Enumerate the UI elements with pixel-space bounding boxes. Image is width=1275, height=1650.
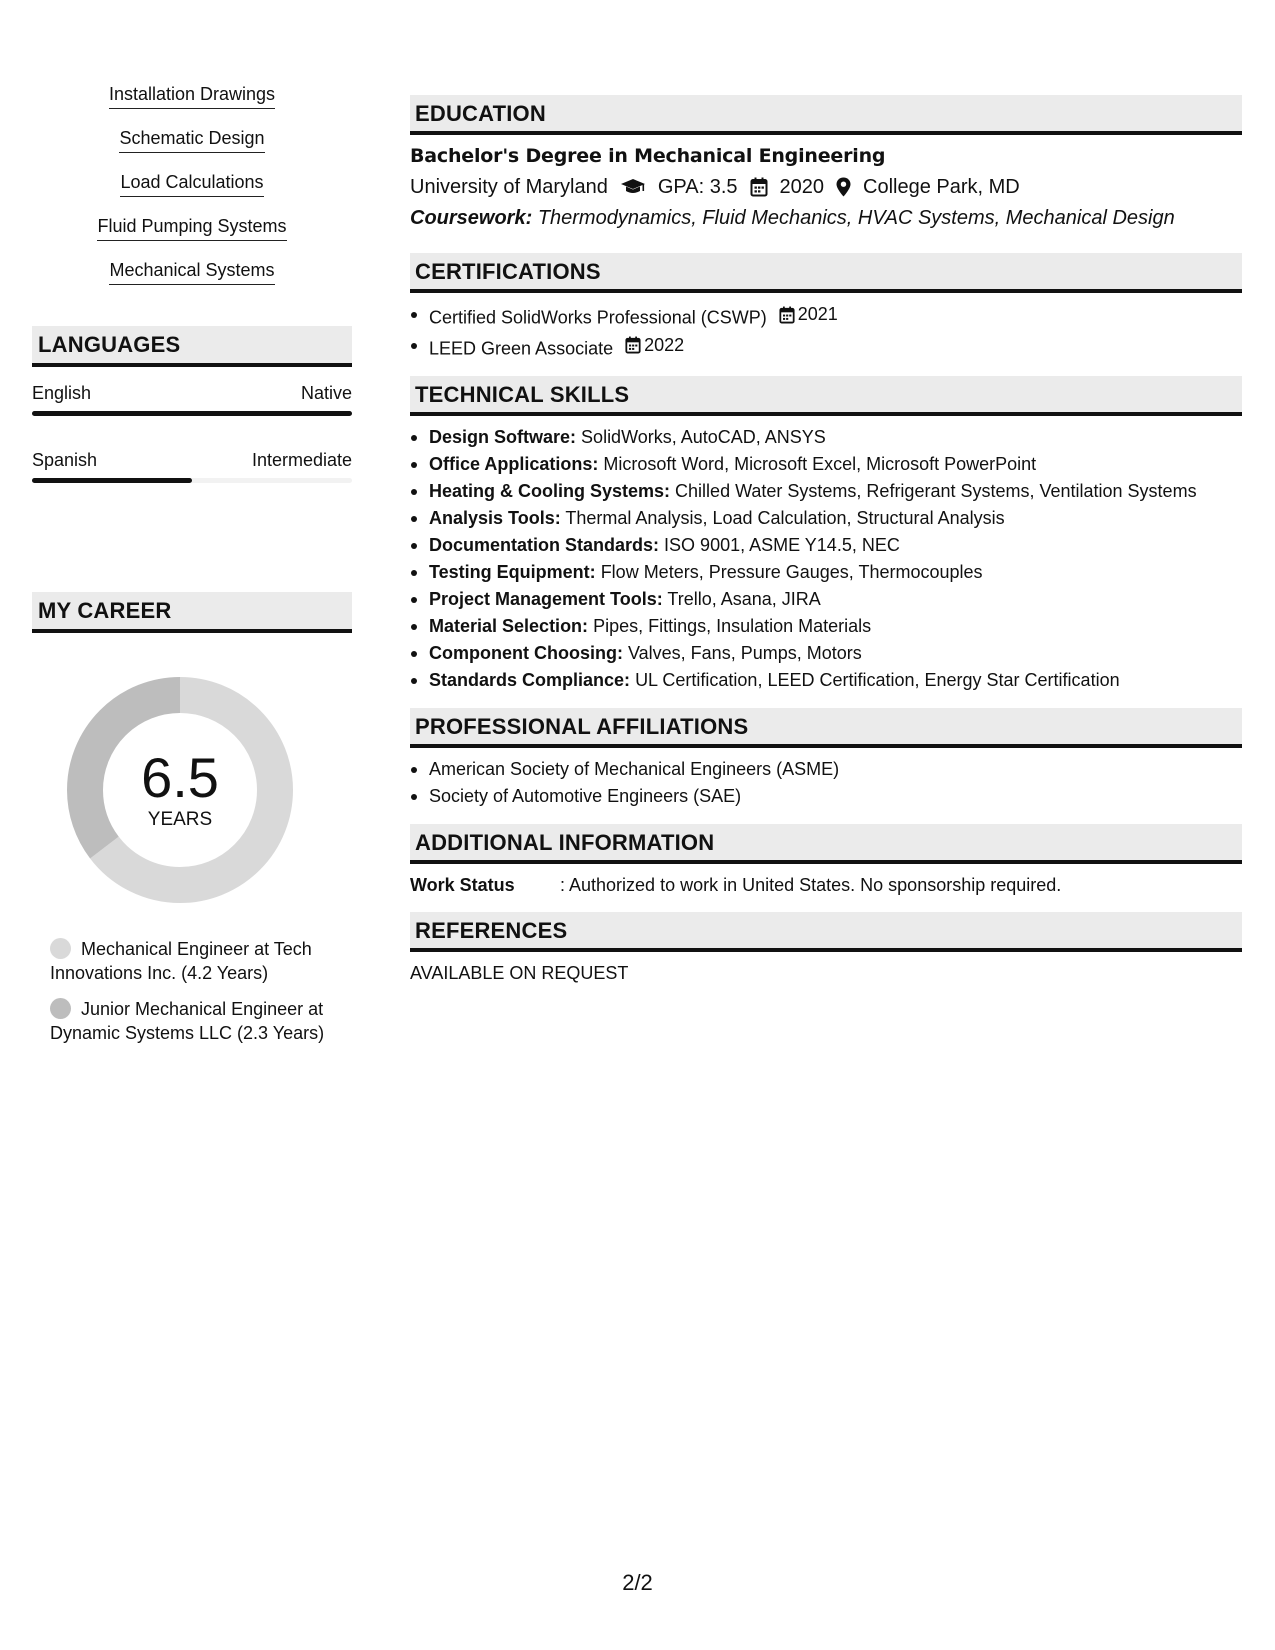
school-name: University of Maryland [410, 176, 608, 198]
skill-tag: Schematic Design [119, 126, 264, 153]
education-heading: EDUCATION [410, 95, 1242, 135]
additional-info-section [410, 824, 1242, 898]
career-legend-label: Mechanical Engineer at Tech Innovations Inc. (4.2 Years) [50, 939, 312, 983]
language-bar [32, 478, 352, 483]
skill-value: Flow Meters, Pressure Gauges, Thermocouples [600, 562, 983, 582]
calendar-icon [750, 177, 768, 197]
languages-section [32, 326, 352, 483]
calendar-icon [625, 336, 641, 354]
school-location: College Park, MD [863, 176, 1020, 198]
technical-skills-section [410, 376, 1242, 694]
affiliations-section [410, 708, 1242, 810]
map-pin-icon [836, 177, 851, 197]
certification-name: Certified SolidWorks Professional (CSWP) [429, 307, 767, 328]
coursework-list: Thermodynamics, Fluid Mechanics, HVAC Systems, Mechanical Design [537, 207, 1175, 229]
skill-value: Trello, Asana, JIRA [667, 589, 821, 609]
career-legend-label: Junior Mechanical Engineer at Dynamic Systems LLC (2.3 Years) [50, 999, 325, 1043]
language-item [32, 381, 352, 416]
affiliation-item: American Society of Mechanical Engineers (ASME) [410, 756, 1242, 783]
work-status-row [410, 864, 1242, 898]
skill-value: Chilled Water Systems, Refrigerant Systems, Ventilation Systems [675, 481, 1197, 501]
career-total-value: 6.5 [141, 746, 219, 809]
language-level: Intermediate [251, 450, 352, 470]
calendar-icon [779, 306, 795, 324]
skill-item [410, 505, 1242, 532]
education-section [410, 95, 1242, 233]
certification-year: 2022 [644, 334, 685, 355]
language-name: Spanish [32, 450, 98, 470]
skill-item [410, 451, 1242, 478]
language-item [32, 448, 352, 483]
career-section [32, 592, 352, 1057]
skill-value: UL Certification, LEED Certification, Energy Star Certification [635, 670, 1120, 690]
graduation-year: 2020 [779, 176, 825, 198]
technical-skills-heading: TECHNICAL SKILLS [410, 376, 1242, 416]
career-legend-item [50, 997, 330, 1045]
skill-label: Heating & Cooling Systems: [429, 481, 671, 501]
references-section [410, 912, 1242, 986]
technical-skills-list [410, 416, 1242, 694]
career-legend-item [50, 937, 330, 985]
language-bar [32, 411, 352, 416]
skill-label: Testing Equipment: [429, 562, 596, 582]
affiliations-heading: PROFESSIONAL AFFILIATIONS [410, 708, 1242, 748]
work-status-value: : Authorized to work in United States. No sponsorship required. [560, 875, 1062, 895]
skill-item [410, 613, 1242, 640]
language-bar-fill [32, 478, 192, 483]
certification-item [410, 301, 1242, 332]
skill-item [410, 559, 1242, 586]
skill-value: Thermal Analysis, Load Calculation, Structural Analysis [565, 508, 1005, 528]
work-status-label: Work Status [410, 875, 515, 895]
main-content [410, 95, 1242, 1000]
skill-label: Component Choosing: [429, 643, 623, 663]
skill-value: SolidWorks, AutoCAD, ANSYS [581, 427, 826, 447]
skill-label: Office Applications: [429, 454, 599, 474]
references-heading: REFERENCES [410, 912, 1242, 952]
skill-value: Valves, Fans, Pumps, Motors [627, 643, 862, 663]
certifications-list [410, 293, 1242, 362]
career-legend [50, 937, 330, 1045]
affiliation-item: Society of Automotive Engineers (SAE) [410, 783, 1242, 810]
skill-tag: Mechanical Systems [109, 258, 274, 285]
skill-tag: Load Calculations [120, 170, 263, 197]
skill-item [410, 667, 1242, 694]
page-number: 2/2 [622, 1570, 653, 1595]
skill-label: Project Management Tools: [429, 589, 663, 609]
affiliations-list [410, 748, 1242, 810]
skill-label: Design Software: [429, 427, 577, 447]
legend-dot-icon [50, 998, 71, 1019]
skill-label: Material Selection: [429, 616, 589, 636]
career-total-unit: YEARS [147, 809, 213, 830]
skill-value: Microsoft Word, Microsoft Excel, Microsoft PowerPoint [603, 454, 1037, 474]
certifications-section [410, 253, 1242, 362]
education-meta [410, 171, 1242, 203]
languages-heading: LANGUAGES [32, 326, 352, 367]
career-heading: MY CAREER [32, 592, 352, 633]
certification-year: 2021 [797, 304, 838, 324]
degree-title: Bachelor's Degree in Mechanical Engineering [410, 145, 886, 167]
additional-info-heading: ADDITIONAL INFORMATION [410, 824, 1242, 864]
skill-value: Pipes, Fittings, Insulation Materials [593, 616, 872, 636]
skill-item [410, 586, 1242, 613]
sidebar [32, 82, 352, 1043]
skill-item [410, 478, 1242, 505]
graduation-cap-icon [620, 178, 646, 196]
language-level: Native [300, 383, 352, 403]
coursework-label: Coursework: [410, 207, 533, 229]
language-bar-fill [32, 411, 352, 416]
certifications-heading: CERTIFICATIONS [410, 253, 1242, 293]
legend-dot-icon [50, 938, 71, 959]
skill-value: ISO 9001, ASME Y14.5, NEC [664, 535, 900, 555]
references-text: AVAILABLE ON REQUEST [410, 963, 629, 983]
skill-tag: Installation Drawings [109, 82, 275, 109]
skill-label: Documentation Standards: [429, 535, 660, 555]
skill-label: Analysis Tools: [429, 508, 561, 528]
skill-tag-list [32, 82, 352, 302]
certification-name: LEED Green Associate [429, 338, 614, 358]
skill-item [410, 532, 1242, 559]
career-donut-chart [67, 677, 293, 903]
skill-label: Standards Compliance: [429, 670, 631, 690]
skill-item [410, 640, 1242, 667]
language-name: English [32, 383, 92, 403]
skill-tag: Fluid Pumping Systems [97, 214, 286, 241]
skill-item [410, 424, 1242, 451]
coursework [410, 203, 1242, 233]
certification-item [410, 332, 1242, 363]
gpa: GPA: 3.5 [657, 176, 738, 198]
